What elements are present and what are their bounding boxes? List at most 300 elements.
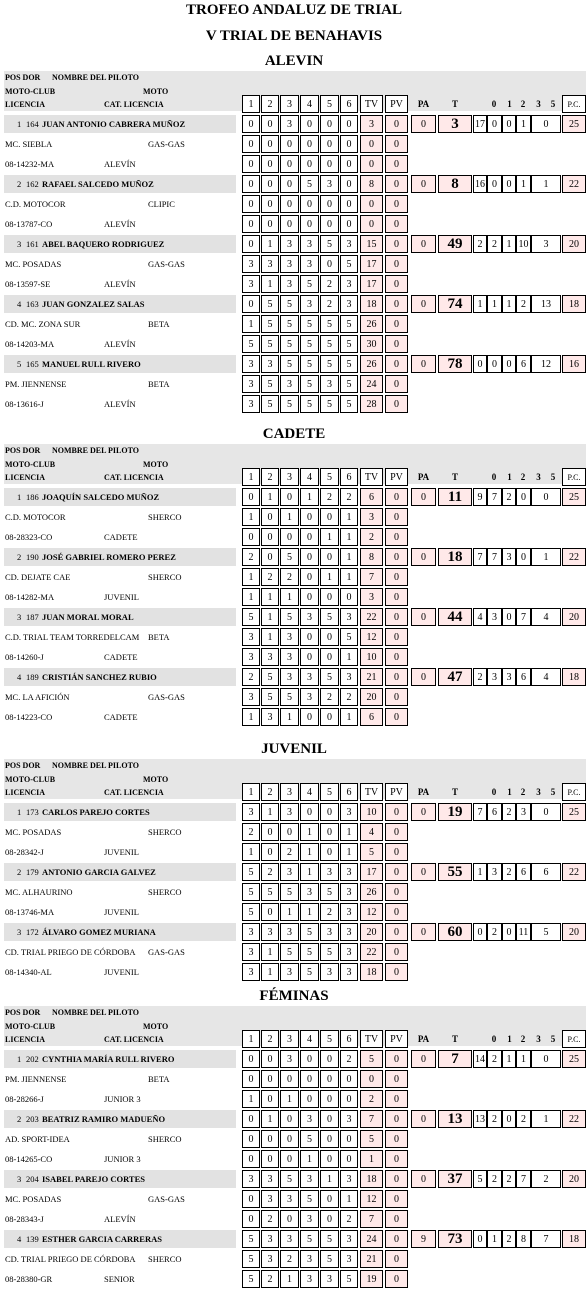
zone-score: 0: [242, 1050, 260, 1068]
header-zone-3: 3: [280, 95, 299, 113]
zone-score: 0: [300, 195, 319, 213]
rider-pa: 0: [411, 355, 436, 373]
rider-count: 0: [473, 923, 487, 941]
rider-pa: 0: [411, 1110, 436, 1128]
lap-tv: 15: [360, 235, 383, 253]
lap-pv: 0: [385, 1130, 408, 1148]
zone-score: 5: [300, 1230, 319, 1248]
rider-pa: 0: [411, 923, 436, 941]
zone-score: 5: [300, 1130, 319, 1148]
rider-dor: 189: [26, 672, 39, 682]
lap-pv: 0: [385, 863, 408, 881]
zone-score: 3: [280, 863, 299, 881]
zone-score: 0: [280, 135, 299, 153]
zone-score: 0: [300, 648, 319, 666]
zone-score: 3: [340, 1110, 358, 1128]
zone-score: 3: [340, 803, 358, 821]
rider-name: CRISTIÁN SANCHEZ RUBIO: [42, 672, 157, 682]
header-zone-4: 4: [300, 95, 319, 113]
header-tv: TV: [360, 1030, 383, 1048]
zone-score: 5: [242, 608, 260, 626]
zone-score: 5: [242, 903, 260, 921]
rider-points: 22: [562, 175, 586, 193]
rider-club: MC. POSADAS: [5, 827, 62, 837]
lap-pv: 0: [385, 375, 408, 393]
rider-licencia: 08-13787-CO: [5, 219, 53, 229]
rider-dor: 203: [26, 1114, 39, 1124]
lap-tv: 21: [360, 668, 383, 686]
rider-count: 5: [473, 1170, 487, 1188]
rider-count: 0: [487, 115, 502, 133]
lap-pv: 0: [385, 588, 408, 606]
rider-licencia: 08-13616-J: [5, 399, 44, 409]
header-moto-club: MOTO-CLUB: [5, 775, 56, 784]
zone-score: 5: [280, 295, 299, 313]
rider-pos: 1: [17, 492, 22, 502]
rider-club: AD. SPORT-IDEA: [5, 1134, 70, 1144]
rider-total: 3: [438, 115, 472, 133]
lap-tv: 0: [360, 195, 383, 213]
lap-tv: 12: [360, 903, 383, 921]
zone-score: 0: [320, 255, 339, 273]
zone-score: 0: [242, 1130, 260, 1148]
zone-score: 5: [242, 883, 260, 901]
zone-score: 3: [340, 1250, 358, 1268]
rider-dor: 186: [26, 492, 39, 502]
rider-dor: 190: [26, 552, 39, 562]
zone-score: 1: [340, 1190, 358, 1208]
rider-pa: 0: [411, 1050, 436, 1068]
zone-score: 2: [340, 688, 358, 706]
rider-name: ABEL BAQUERO RODRIGUEZ: [42, 239, 165, 249]
rider-cat: ALEVÍN: [104, 219, 136, 229]
lap-pv: 0: [385, 508, 408, 526]
rider-pa: 0: [411, 803, 436, 821]
zone-score: 5: [340, 395, 358, 413]
lap-pv: 0: [385, 568, 408, 586]
zone-score: 0: [242, 1150, 260, 1168]
rider-dor: 173: [26, 807, 39, 817]
header-count-2: 2: [520, 1034, 526, 1044]
zone-score: 0: [280, 488, 299, 506]
zone-score: 5: [320, 355, 339, 373]
zone-score: 3: [280, 375, 299, 393]
zone-score: 2: [261, 1210, 279, 1228]
zone-score: 2: [242, 668, 260, 686]
zone-score: 1: [300, 843, 319, 861]
zone-score: 5: [242, 1270, 260, 1288]
zone-score: 3: [242, 375, 260, 393]
lap-tv: 20: [360, 923, 383, 941]
zone-score: 2: [320, 688, 339, 706]
zone-score: 1: [242, 843, 260, 861]
rider-points: 22: [562, 548, 586, 566]
rider-name: JUAN ANTONIO CABRERA MUÑOZ: [42, 119, 186, 129]
header-pa: PA: [417, 99, 430, 109]
rider-points: 18: [562, 668, 586, 686]
zone-score: 5: [300, 923, 319, 941]
lap-tv: 26: [360, 315, 383, 333]
rider-count: 3: [487, 608, 502, 626]
zone-score: 5: [261, 883, 279, 901]
header-nombre: NOMBRE DEL PILOTO: [52, 761, 139, 770]
rider-name: CARLOS PAREJO CORTES: [42, 807, 150, 817]
zone-score: 3: [261, 923, 279, 941]
rider-dor: 139: [26, 1234, 39, 1244]
rider-count: 0: [502, 115, 516, 133]
zone-score: 1: [340, 508, 358, 526]
zone-score: 3: [242, 628, 260, 646]
rider-total: 78: [438, 355, 472, 373]
zone-score: 1: [300, 1150, 319, 1168]
header-pc: P.C.: [562, 1030, 586, 1048]
header-t: T: [451, 99, 458, 109]
rider-total: 49: [438, 235, 472, 253]
zone-score: 5: [261, 375, 279, 393]
zone-score: 3: [261, 355, 279, 373]
rider-count: 2: [473, 668, 487, 686]
header-tv: TV: [360, 95, 383, 113]
header-moto: MOTO: [143, 460, 169, 469]
zone-score: 1: [280, 1090, 299, 1108]
zone-score: 0: [320, 1110, 339, 1128]
rider-name: JOSÉ GABRIEL ROMERO PEREZ: [42, 552, 176, 562]
zone-score: 5: [300, 335, 319, 353]
rider-count: 0: [502, 608, 516, 626]
zone-score: 0: [242, 195, 260, 213]
zone-score: 3: [242, 943, 260, 961]
rider-dor: 172: [26, 927, 39, 937]
header-count-2: 2: [520, 787, 526, 797]
rider-dor: 161: [26, 239, 39, 249]
zone-score: 2: [261, 1270, 279, 1288]
zone-score: 5: [242, 335, 260, 353]
zone-score: 0: [261, 823, 279, 841]
rider-pa: 0: [411, 608, 436, 626]
zone-score: 3: [340, 863, 358, 881]
rider-moto: BETA: [148, 1074, 170, 1084]
rider-count: 8: [516, 1230, 531, 1248]
rider-count: 3: [502, 668, 516, 686]
zone-score: 3: [340, 943, 358, 961]
lap-tv: 17: [360, 863, 383, 881]
zone-score: 2: [320, 903, 339, 921]
lap-pv: 0: [385, 1090, 408, 1108]
rider-pos: 3: [17, 1174, 22, 1184]
header-zone-5: 5: [320, 468, 339, 486]
rider-pa: 0: [411, 668, 436, 686]
zone-score: 3: [320, 375, 339, 393]
lap-tv: 0: [360, 1070, 383, 1088]
rider-pos: 1: [17, 119, 22, 129]
rider-count: 2: [516, 295, 531, 313]
zone-score: 3: [340, 883, 358, 901]
header-pv: PV: [385, 783, 408, 801]
zone-score: 2: [261, 863, 279, 881]
zone-score: 2: [320, 295, 339, 313]
rider-licencia: 08-14282-MA: [5, 592, 55, 602]
zone-score: 0: [320, 588, 339, 606]
lap-tv: 6: [360, 488, 383, 506]
lap-tv: 6: [360, 708, 383, 726]
zone-score: 2: [340, 1210, 358, 1228]
zone-score: 5: [320, 608, 339, 626]
zone-score: 3: [280, 803, 299, 821]
header-count-0: 0: [491, 1034, 497, 1044]
zone-score: 5: [261, 688, 279, 706]
zone-score: 3: [261, 1230, 279, 1248]
lap-tv: 30: [360, 335, 383, 353]
lap-pv: 0: [385, 923, 408, 941]
zone-score: 0: [280, 195, 299, 213]
zone-score: 3: [261, 708, 279, 726]
zone-score: 0: [261, 903, 279, 921]
zone-score: 0: [320, 708, 339, 726]
zone-score: 0: [242, 488, 260, 506]
rider-moto: SHERCO: [148, 1254, 182, 1264]
rider-total: 60: [438, 923, 472, 941]
zone-score: 0: [300, 115, 319, 133]
zone-score: 2: [280, 568, 299, 586]
zone-score: 1: [340, 708, 358, 726]
zone-score: 3: [300, 1250, 319, 1268]
rider-count: 3: [502, 548, 516, 566]
zone-score: 0: [242, 295, 260, 313]
zone-score: 3: [300, 235, 319, 253]
zone-score: 2: [280, 1250, 299, 1268]
lap-pv: 0: [385, 1230, 408, 1248]
zone-score: 0: [340, 1150, 358, 1168]
lap-tv: 4: [360, 823, 383, 841]
zone-score: 1: [280, 508, 299, 526]
header-pos-dor: POS DOR: [5, 761, 41, 770]
rider-dor: 187: [26, 612, 39, 622]
rider-points: 25: [562, 115, 586, 133]
zone-score: 0: [300, 155, 319, 173]
rider-cat: SENIOR: [104, 1274, 135, 1284]
zone-score: 1: [340, 528, 358, 546]
zone-score: 0: [320, 823, 339, 841]
header-pc: P.C.: [562, 783, 586, 801]
rider-count: 0: [531, 803, 561, 821]
zone-score: 5: [300, 275, 319, 293]
zone-score: 1: [280, 1270, 299, 1288]
header-tv: TV: [360, 783, 383, 801]
lap-pv: 0: [385, 528, 408, 546]
zone-score: 2: [242, 548, 260, 566]
rider-count: 7: [473, 548, 487, 566]
rider-cat: ALEVÍN: [104, 279, 136, 289]
zone-score: 0: [261, 135, 279, 153]
lap-tv: 5: [360, 1130, 383, 1148]
zone-score: 1: [280, 708, 299, 726]
rider-cat: JUVENIL: [104, 907, 139, 917]
rider-pos: 4: [17, 1234, 22, 1244]
lap-pv: 0: [385, 1170, 408, 1188]
rider-pos: 4: [17, 299, 22, 309]
rider-count: 4: [531, 668, 561, 686]
zone-score: 0: [300, 1070, 319, 1088]
zone-score: 3: [300, 1110, 319, 1128]
header-pa: PA: [417, 787, 430, 797]
header-zone-4: 4: [300, 468, 319, 486]
rider-licencia: 08-28323-CO: [5, 532, 53, 542]
lap-tv: 3: [360, 588, 383, 606]
zone-score: 5: [300, 395, 319, 413]
rider-points: 22: [562, 863, 586, 881]
zone-score: 0: [242, 1210, 260, 1228]
lap-pv: 0: [385, 295, 408, 313]
zone-score: 2: [340, 1050, 358, 1068]
lap-tv: 3: [360, 115, 383, 133]
zone-score: 3: [340, 608, 358, 626]
rider-count: 2: [487, 923, 502, 941]
rider-name: MANUEL RULL RIVERO: [42, 359, 141, 369]
zone-score: 0: [261, 175, 279, 193]
lap-tv: 0: [360, 135, 383, 153]
header-moto-club: MOTO-CLUB: [5, 460, 56, 469]
rider-count: 3: [531, 235, 561, 253]
rider-moto: SHERCO: [148, 1134, 182, 1144]
rider-total: 44: [438, 608, 472, 626]
zone-score: 1: [300, 903, 319, 921]
zone-score: 5: [280, 355, 299, 373]
rider-total: 47: [438, 668, 472, 686]
zone-score: 2: [261, 568, 279, 586]
rider-count: 2: [487, 235, 502, 253]
rider-moto: SHERCO: [148, 572, 182, 582]
zone-score: 3: [261, 1190, 279, 1208]
header-zone-2: 2: [261, 95, 279, 113]
zone-score: 1: [242, 1090, 260, 1108]
lap-pv: 0: [385, 1110, 408, 1128]
zone-score: 5: [320, 395, 339, 413]
zone-score: 0: [242, 175, 260, 193]
zone-score: 5: [242, 1250, 260, 1268]
header-zone-4: 4: [300, 783, 319, 801]
zone-score: 3: [340, 903, 358, 921]
zone-score: 2: [320, 275, 339, 293]
rider-count: 2: [531, 1170, 561, 1188]
zone-score: 0: [300, 135, 319, 153]
rider-licencia: 08-28266-J: [5, 1094, 44, 1104]
zone-score: 0: [340, 1070, 358, 1088]
rider-pa: 0: [411, 115, 436, 133]
zone-score: 0: [320, 215, 339, 233]
header-cat-licencia: CAT. LICENCIA: [104, 473, 164, 482]
header-count-0: 0: [491, 472, 497, 482]
lap-tv: 5: [360, 1050, 383, 1068]
header-zone-1: 1: [242, 1030, 260, 1048]
rider-count: 1: [516, 1050, 531, 1068]
zone-score: 3: [300, 608, 319, 626]
rider-moto: GAS-GAS: [148, 259, 185, 269]
zone-score: 5: [320, 668, 339, 686]
zone-score: 5: [280, 548, 299, 566]
rider-count: 7: [473, 803, 487, 821]
header-moto: MOTO: [143, 1022, 169, 1031]
zone-score: 0: [261, 115, 279, 133]
header-tv: TV: [360, 468, 383, 486]
lap-pv: 0: [385, 315, 408, 333]
zone-score: 0: [300, 215, 319, 233]
header-t: T: [451, 472, 458, 482]
lap-tv: 1: [360, 1150, 383, 1168]
zone-score: 3: [300, 1210, 319, 1228]
zone-score: 1: [340, 568, 358, 586]
zone-score: 3: [300, 668, 319, 686]
zone-score: 0: [320, 115, 339, 133]
zone-score: 0: [261, 215, 279, 233]
rider-count: 1: [487, 295, 502, 313]
zone-score: 5: [340, 335, 358, 353]
header-zone-1: 1: [242, 468, 260, 486]
rider-count: 1: [516, 115, 531, 133]
lap-tv: 2: [360, 1090, 383, 1108]
rider-points: 20: [562, 235, 586, 253]
zone-score: 3: [280, 1050, 299, 1068]
zone-score: 0: [340, 195, 358, 213]
zone-score: 1: [261, 803, 279, 821]
zone-score: 5: [320, 1230, 339, 1248]
lap-tv: 18: [360, 1170, 383, 1188]
rider-points: 20: [562, 608, 586, 626]
zone-score: 0: [320, 628, 339, 646]
zone-score: 0: [280, 1210, 299, 1228]
zone-score: 5: [340, 375, 358, 393]
lap-pv: 0: [385, 608, 408, 626]
zone-score: 3: [300, 883, 319, 901]
header-count-1: 1: [507, 472, 512, 482]
rider-pa: 0: [411, 548, 436, 566]
header-zone-5: 5: [320, 95, 339, 113]
zone-score: 3: [280, 923, 299, 941]
zone-score: 5: [340, 355, 358, 373]
lap-tv: 10: [360, 648, 383, 666]
lap-pv: 0: [385, 943, 408, 961]
header-zone-1: 1: [242, 95, 260, 113]
rider-dor: 164: [26, 119, 39, 129]
header-count-2: 2: [520, 472, 526, 482]
header-pa: PA: [417, 1034, 430, 1044]
lap-pv: 0: [385, 1070, 408, 1088]
zone-score: 0: [280, 823, 299, 841]
zone-score: 0: [261, 1070, 279, 1088]
zone-score: 1: [261, 275, 279, 293]
zone-score: 0: [320, 1130, 339, 1148]
rider-count: 6: [516, 863, 531, 881]
lap-tv: 26: [360, 883, 383, 901]
zone-score: 5: [320, 315, 339, 333]
rider-moto: SHERCO: [148, 512, 182, 522]
header-pv: PV: [385, 1030, 408, 1048]
zone-score: 3: [320, 963, 339, 981]
header-licencia: LICENCIA: [5, 473, 46, 482]
lap-pv: 0: [385, 548, 408, 566]
lap-pv: 0: [385, 1210, 408, 1228]
rider-count: 7: [516, 608, 531, 626]
zone-score: 0: [261, 548, 279, 566]
rider-count: 1: [502, 1050, 516, 1068]
header-nombre: NOMBRE DEL PILOTO: [52, 73, 139, 82]
lap-tv: 24: [360, 1230, 383, 1248]
zone-score: 0: [242, 215, 260, 233]
rider-cat: CADETE: [104, 532, 138, 542]
rider-dor: 202: [26, 1054, 39, 1064]
lap-tv: 20: [360, 688, 383, 706]
rider-count: 12: [531, 355, 561, 373]
header-pos-dor: POS DOR: [5, 1008, 41, 1017]
